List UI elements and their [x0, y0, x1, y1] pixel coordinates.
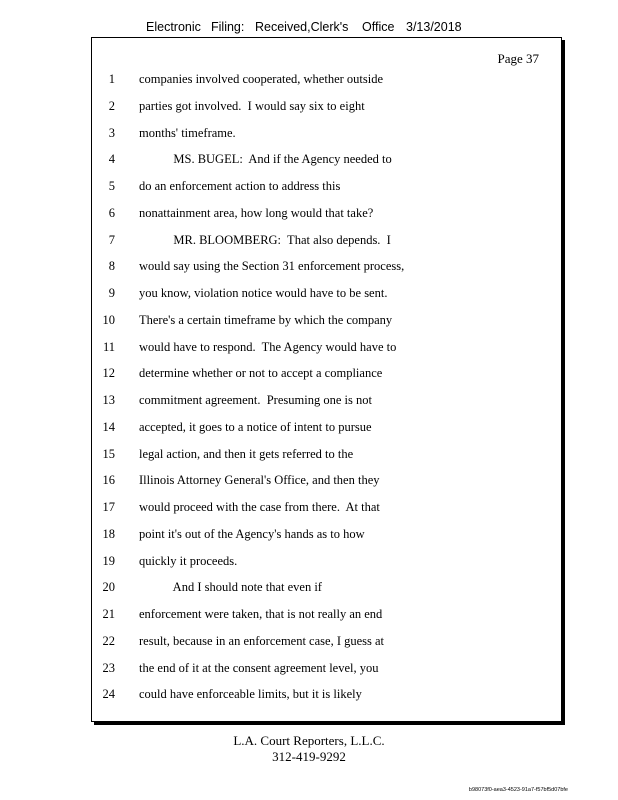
line-number: 4: [108, 152, 115, 167]
transcript-line: [92, 605, 561, 627]
line-number: 10: [102, 312, 115, 327]
line-text: do an enforcement action to address this: [139, 179, 341, 193]
line-text: MS. BUGEL: And if the Agency needed to: [139, 152, 392, 167]
transcript-line: [92, 284, 561, 306]
filing-word-office: Office: [362, 20, 395, 34]
transcript-line: [92, 525, 561, 547]
line-text: And I should note that even if: [139, 580, 322, 595]
line-text: the end of it at the consent agreement level, you: [139, 660, 379, 675]
transcript-line: [92, 97, 561, 119]
line-number: 14: [102, 419, 115, 434]
footer: [0, 733, 618, 765]
transcript-line: [92, 445, 561, 467]
line-number: 1: [108, 72, 115, 86]
line-text: commitment agreement. Presuming one is not: [139, 393, 372, 407]
line-text: months' timeframe.: [139, 125, 236, 140]
transcript-line: [92, 498, 561, 520]
line-number: 5: [108, 179, 115, 193]
line-text: accepted, it goes to a notice of intent to pursue: [139, 419, 372, 434]
line-number: 18: [102, 526, 115, 541]
transcript-line: [92, 391, 561, 413]
line-text: result, because in an enforcement case, I guess at: [139, 633, 385, 648]
transcript-line: [92, 338, 561, 360]
transcript-line: [92, 204, 561, 226]
line-number: 15: [102, 446, 115, 461]
document-id: b98073f0-aea3-4523-91a7-f57bf5d07bfe: [468, 787, 568, 793]
filing-stamp-header: [146, 20, 566, 36]
line-text: would proceed with the case from there. At that: [139, 500, 380, 514]
transcript-line: [92, 257, 561, 279]
filing-word-filing: Filing:: [211, 20, 245, 34]
line-text: could have enforceable limits, but it is likely: [139, 687, 362, 702]
line-number: 9: [108, 286, 115, 300]
transcript-line: [92, 418, 561, 440]
line-number: 12: [102, 366, 115, 381]
transcript-line: [92, 685, 561, 707]
line-text: determine whether or not to accept a compliance: [139, 366, 383, 381]
line-text: MR. BLOOMBERG: That also depends. I: [139, 232, 391, 247]
footer-company: L.A. Court Reporters, L.L.C.: [233, 733, 385, 748]
line-number: 16: [102, 473, 115, 488]
filing-word-electronic: Electronic: [146, 20, 201, 34]
line-text: you know, violation notice would have to be sent.: [139, 286, 388, 300]
transcript-line: [92, 150, 561, 172]
transcript-line: [92, 177, 561, 199]
line-text: quickly it proceeds.: [139, 553, 238, 568]
line-number: 20: [102, 580, 115, 595]
transcript-line: [92, 311, 561, 333]
transcript-line: [92, 471, 561, 493]
transcript-line: [92, 659, 561, 681]
line-number: 13: [102, 393, 115, 407]
line-number: 7: [108, 232, 115, 247]
line-text: parties got involved. I would say six to eight: [139, 98, 365, 113]
footer-phone: 312-419-9292: [272, 749, 346, 764]
line-number: 22: [102, 633, 115, 648]
page-number: Page 37: [497, 51, 539, 66]
transcript-line: [92, 231, 561, 253]
line-text: Illinois Attorney General's Office, and then they: [139, 473, 380, 488]
transcript-line: [92, 552, 561, 574]
filing-date: 3/13/2018: [406, 20, 462, 34]
line-text: enforcement were taken, that is not really an end: [139, 607, 383, 621]
line-number: 11: [102, 339, 115, 354]
line-number: 23: [102, 660, 115, 675]
line-number: 21: [102, 607, 115, 621]
line-text: There's a certain timeframe by which the company: [139, 312, 393, 327]
transcript-page: [91, 37, 562, 722]
line-number: 24: [102, 687, 115, 702]
transcript-line: [92, 364, 561, 386]
line-number: 8: [108, 259, 115, 274]
line-number: 19: [102, 553, 115, 568]
line-number: 17: [102, 500, 115, 514]
filing-word-received: Received,Clerk's: [255, 20, 349, 34]
line-text: would say using the Section 31 enforcement process,: [139, 259, 405, 274]
transcript-line: [92, 70, 561, 92]
line-text: legal action, and then it gets referred to the: [139, 446, 354, 461]
line-text: point it's out of the Agency's hands as to how: [139, 526, 365, 541]
line-text: would have to respond. The Agency would have to: [139, 339, 397, 354]
line-text: companies involved cooperated, whether outside: [139, 72, 384, 86]
transcript-line: [92, 124, 561, 146]
line-text: nonattainment area, how long would that take?: [139, 205, 374, 220]
line-number: 2: [108, 98, 115, 113]
line-number: 3: [108, 125, 115, 140]
line-number: 6: [108, 205, 115, 220]
transcript-line: [92, 632, 561, 654]
transcript-line: [92, 578, 561, 600]
